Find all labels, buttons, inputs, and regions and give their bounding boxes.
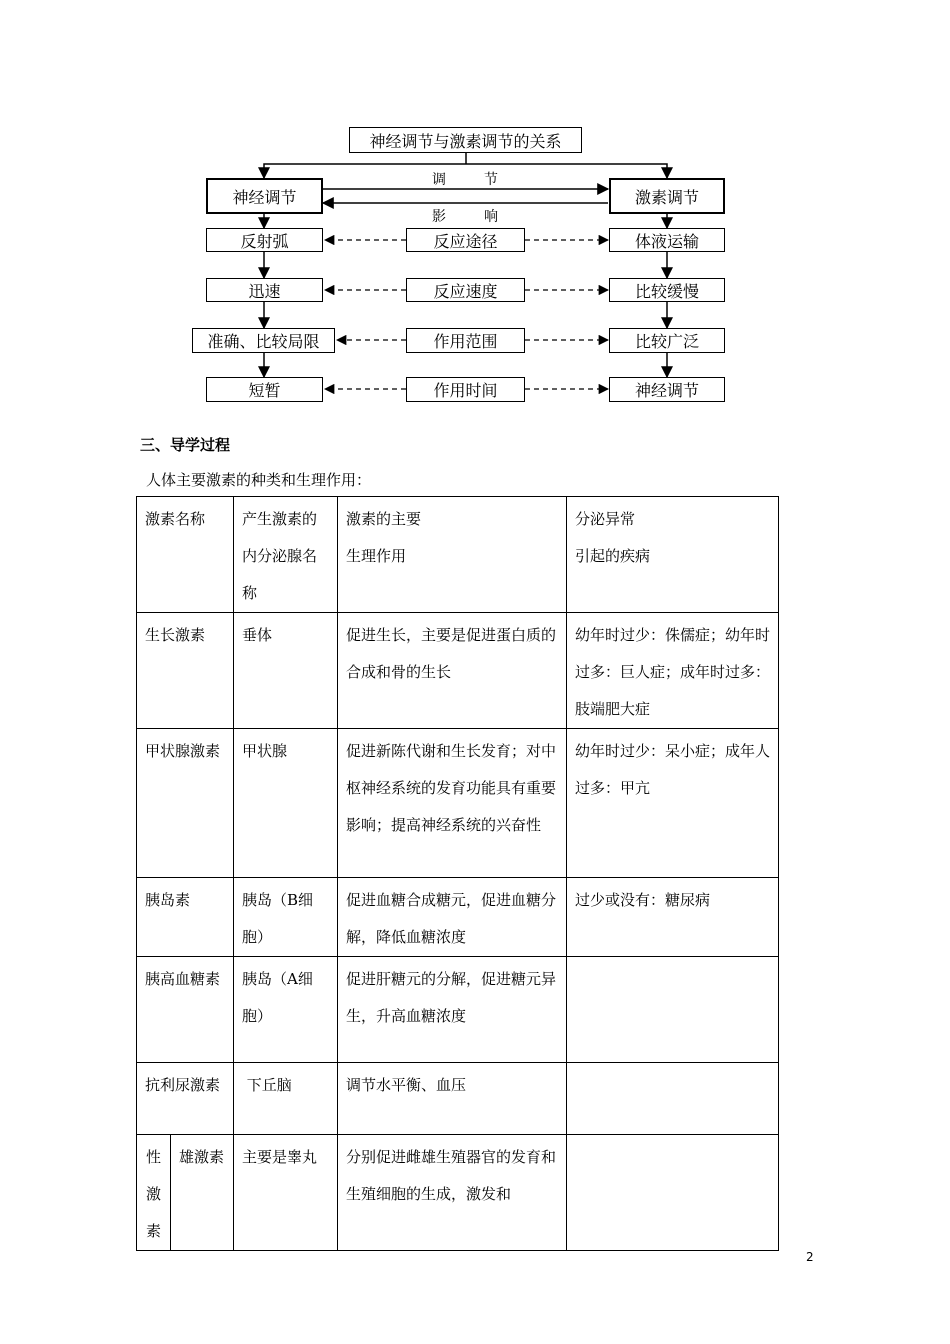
row3-left-box: 准确、比较局限: [192, 328, 335, 353]
cell-group: 性激素: [137, 1135, 171, 1251]
row4-middle-box: 作用时间: [406, 377, 525, 402]
cell-name: 生长激素: [137, 613, 234, 729]
cell-effect: 调节水平衡、血压: [338, 1063, 567, 1135]
cell-gland: 下丘脑: [234, 1063, 338, 1135]
row1-left-box: 反射弧: [206, 228, 323, 252]
row2-left-box: 迅速: [206, 278, 323, 302]
section-title: 三、导学过程: [140, 436, 231, 454]
cell-effect: 分别促进雌雄生殖器官的发育和生殖细胞的生成，激发和: [338, 1135, 567, 1251]
row4-right-box: 神经调节: [609, 377, 725, 402]
cell-effect: 促进肝糖元的分解，促进糖元异生，升高血糖浓度: [338, 957, 567, 1063]
arrow-bottom-label: 影响: [432, 209, 536, 225]
header-disease: 分泌异常 引起的疾病: [567, 497, 779, 613]
intro-text: 人体主要激素的种类和生理作用：: [146, 471, 372, 489]
cell-disease: [567, 957, 779, 1063]
cell-disease: [567, 1063, 779, 1135]
table-row: [137, 729, 779, 878]
row3-right-box: 比较广泛: [609, 328, 725, 353]
row2-middle-box: 反应速度: [406, 278, 525, 302]
row1-right-box: 体液运输: [609, 228, 725, 252]
right-head-box: 激素调节: [609, 178, 725, 214]
page-number: 2: [806, 1250, 814, 1264]
cell-gland: 胰岛（B细胞）: [234, 878, 338, 957]
table-row-sex-hormone: [137, 1135, 779, 1251]
cell-gland: 胰岛（A细胞）: [234, 957, 338, 1063]
cell-disease: 过少或没有：糖尿病: [567, 878, 779, 957]
cell-name: 雄激素: [171, 1135, 234, 1251]
cell-disease: [567, 1135, 779, 1251]
cell-gland: 甲状腺: [234, 729, 338, 878]
cell-effect: 促进生长，主要是促进蛋白质的合成和骨的生长: [338, 613, 567, 729]
table-row: [137, 1063, 779, 1135]
cell-effect: 促进新陈代谢和生长发育；对中枢神经系统的发育功能具有重要影响；提高神经系统的兴奋性: [338, 729, 567, 878]
header-effect: 激素的主要 生理作用: [338, 497, 567, 613]
table-row: [137, 957, 779, 1063]
cell-name: 胰高血糖素: [137, 957, 234, 1063]
row4-left-box: 短暂: [206, 377, 323, 402]
header-gland: 产生激素的内分泌腺名称: [234, 497, 338, 613]
cell-name: 甲状腺激素: [137, 729, 234, 878]
table-header-row: [137, 497, 779, 613]
row3-middle-box: 作用范围: [406, 328, 525, 353]
cell-gland: 垂体: [234, 613, 338, 729]
diagram-title: 神经调节与激素调节的关系: [349, 127, 582, 153]
left-head-box: 神经调节: [206, 178, 323, 214]
cell-disease: 幼年时过少：侏儒症；幼年时过多：巨人症；成年时过多：肢端肥大症: [567, 613, 779, 729]
cell-name: 胰岛素: [137, 878, 234, 957]
header-name: 激素名称: [137, 497, 234, 613]
row2-right-box: 比较缓慢: [609, 278, 725, 302]
arrow-top-label: 调节: [432, 172, 536, 188]
cell-name: 抗利尿激素: [137, 1063, 234, 1135]
cell-gland: 主要是睾丸: [234, 1135, 338, 1251]
cell-disease: 幼年时过少：呆小症；成年人过多：甲亢: [567, 729, 779, 878]
table-row: [137, 613, 779, 729]
cell-effect: 促进血糖合成糖元，促进血糖分解，降低血糖浓度: [338, 878, 567, 957]
hormone-table: [136, 496, 779, 1251]
row1-middle-box: 反应途径: [406, 228, 525, 252]
table-row: [137, 878, 779, 957]
